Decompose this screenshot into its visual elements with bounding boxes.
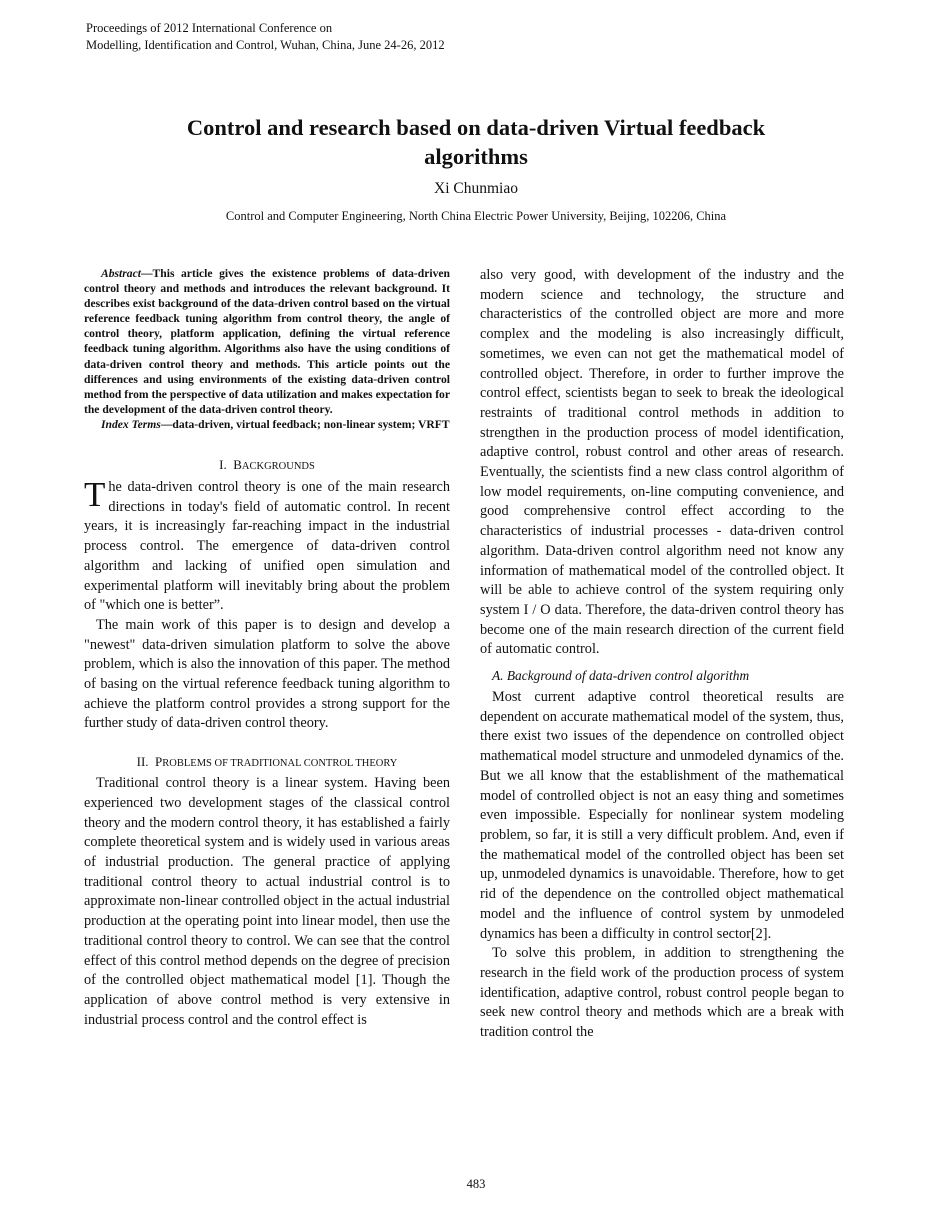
section-1-heading (84, 457, 450, 473)
section-2-rest: ROBLEMS OF TRADITIONAL CONTROL THEORY (162, 758, 398, 770)
index-terms-text: —data-driven, virtual feedback; non-linear system; VRFT (160, 417, 450, 431)
subsection-a-heading: A. Background of data-driven control algorithm (492, 668, 750, 684)
abstract-text: —This article gives the existence problems of data-driven control theory and methods and introduces the relevant background. It describes exist background of the data-driven control based on the virtual reference feedback tuning algorithm from control theory, the angle of control theory, platform application, defining the virtual reference feedback tuning algorithm. Algorithms also have the using conditions of data-driven control theory and methods. This article points out the differences and using environments of the existing data-driven control method from the perspective of data utilization and makes expectation for the development of the data-driven control theory. (84, 267, 450, 416)
index-terms-label: Index Terms (101, 417, 161, 431)
continuation-paragraph: also very good, with development of the industry and the modern science and technology, the structure and characteristics of the controlled object are more and more complex and the modeling is also increasingly difficult, sometimes, we even can not get the mathematical model of controlled object. Therefore, in order to further improve the control effect, scientists began to seek to break the ideological restraints of traditional control methods in addition to strengthen in the production process of model identification, adaptive control, robust control and other areas of research. Eventually, the scientists find a new class control algorithm of low model requirements, on-line computing convenience, and good comprehensive control effect according to the characteristics of industrial processes - data-driven control algorithm. Data-driven control algorithm need not know any information of mathematical model of the controlled object. It will be able to achieve control of the system requiring only system I / O data. Therefore, the data-driven control theory has become one of the main research direction of the current field of automatic control. (480, 267, 844, 658)
header-line-1: Proceedings of 2012 International Conference on (86, 21, 333, 35)
section-1-number: I. (219, 457, 227, 473)
proceedings-header (86, 20, 445, 54)
author-name: Xi Chunmiao (434, 180, 518, 197)
section-1-paragraph-2: The main work of this paper is to design and develop a "newest" data-driven simulation platform to solve the above problem, which is also the innovation of this paper. The method of basing on the virtual reference feedback tuning algorithm to achieve the platform control provides a strong support for the further study of data-driven control theory. (84, 616, 450, 732)
section-2-number: II. (136, 754, 149, 770)
section-1-paragraph-1 (84, 475, 450, 616)
section-2-paragraph-1: Traditional control theory is a linear system. Having been experienced two development stages of the classical control theory and the modern control theory, it has established a fairly complete theoretical system and is widely used in various areas of industrial production. The general practice of applying traditional control theory to actual industrial control is to approximate non-linear controlled object in the actual industrial production at the operating point into linear model, then use the traditional control theory to control. We can see that the control effect of this control method depends on the degree of precision of the controlled object mathematical model [1]. Though the application of above control method is very extensive in industrial process control and the control effect is (84, 775, 450, 1028)
drop-cap: T (84, 475, 106, 515)
section-1-cap: B (233, 457, 242, 473)
subsection-a-paragraph-1: Most current adaptive control theoretical results are dependent on accurate mathematical model of the system, thus, there exist two issues of the dependence on controlled object mathematical model structure and unmodeled dynamics of the. But we all know that the establishment of the mathematical model of controlled object is not an easy thing and sometimes even impossible. Especially for nonlinear system modeling problem, so far, it is still a very difficult problem. And, even if the mathematical model of the controlled object has been set up, unmodeled dynamics is unavoidable. Therefore, how to get rid of the dependence on the controlled object mathematical model and the influence of control system by unmodeled dynamics has been a difficulty in control sector[2]. (480, 689, 844, 942)
index-terms (84, 417, 450, 432)
header-line-2: Modelling, Identification and Control, Wuhan, China, June 24-26, 2012 (86, 38, 445, 52)
subsection-a-paragraph-2: To solve this problem, in addition to strengthening the research in the field work of the production process of system identification, adaptive control, robust control people began to seek new control theory and methods which are a break with tradition control the (480, 945, 844, 1041)
author-affiliation: Control and Computer Engineering, North China Electric Power University, Beijing, 102206, China (225, 209, 727, 223)
left-column (84, 266, 450, 1030)
abstract-label: Abstract (101, 267, 141, 280)
title-line-2: algorithms (424, 144, 528, 169)
paper-title (100, 113, 852, 171)
section-1-p1-text: he data-driven control theory is one of the main research directions in today's field of automatic control. In recent years, it is increasingly far-reaching impact in the industrial process control. The emergence of data-driven control algorithm and lacking of unified open simulation and experimental platform will inevitably bring about the problem of "which one is better”. (84, 479, 450, 614)
section-2-heading (84, 754, 450, 770)
abstract-block (84, 266, 450, 432)
section-1-rest: ACKGROUNDS (241, 461, 315, 473)
right-column (480, 266, 844, 1043)
abstract-paragraph (84, 266, 450, 417)
section-2-cap: P (155, 754, 163, 770)
title-line-1: Control and research based on data-driven Virtual feedback (186, 115, 766, 140)
page-number: 483 (466, 1177, 486, 1191)
